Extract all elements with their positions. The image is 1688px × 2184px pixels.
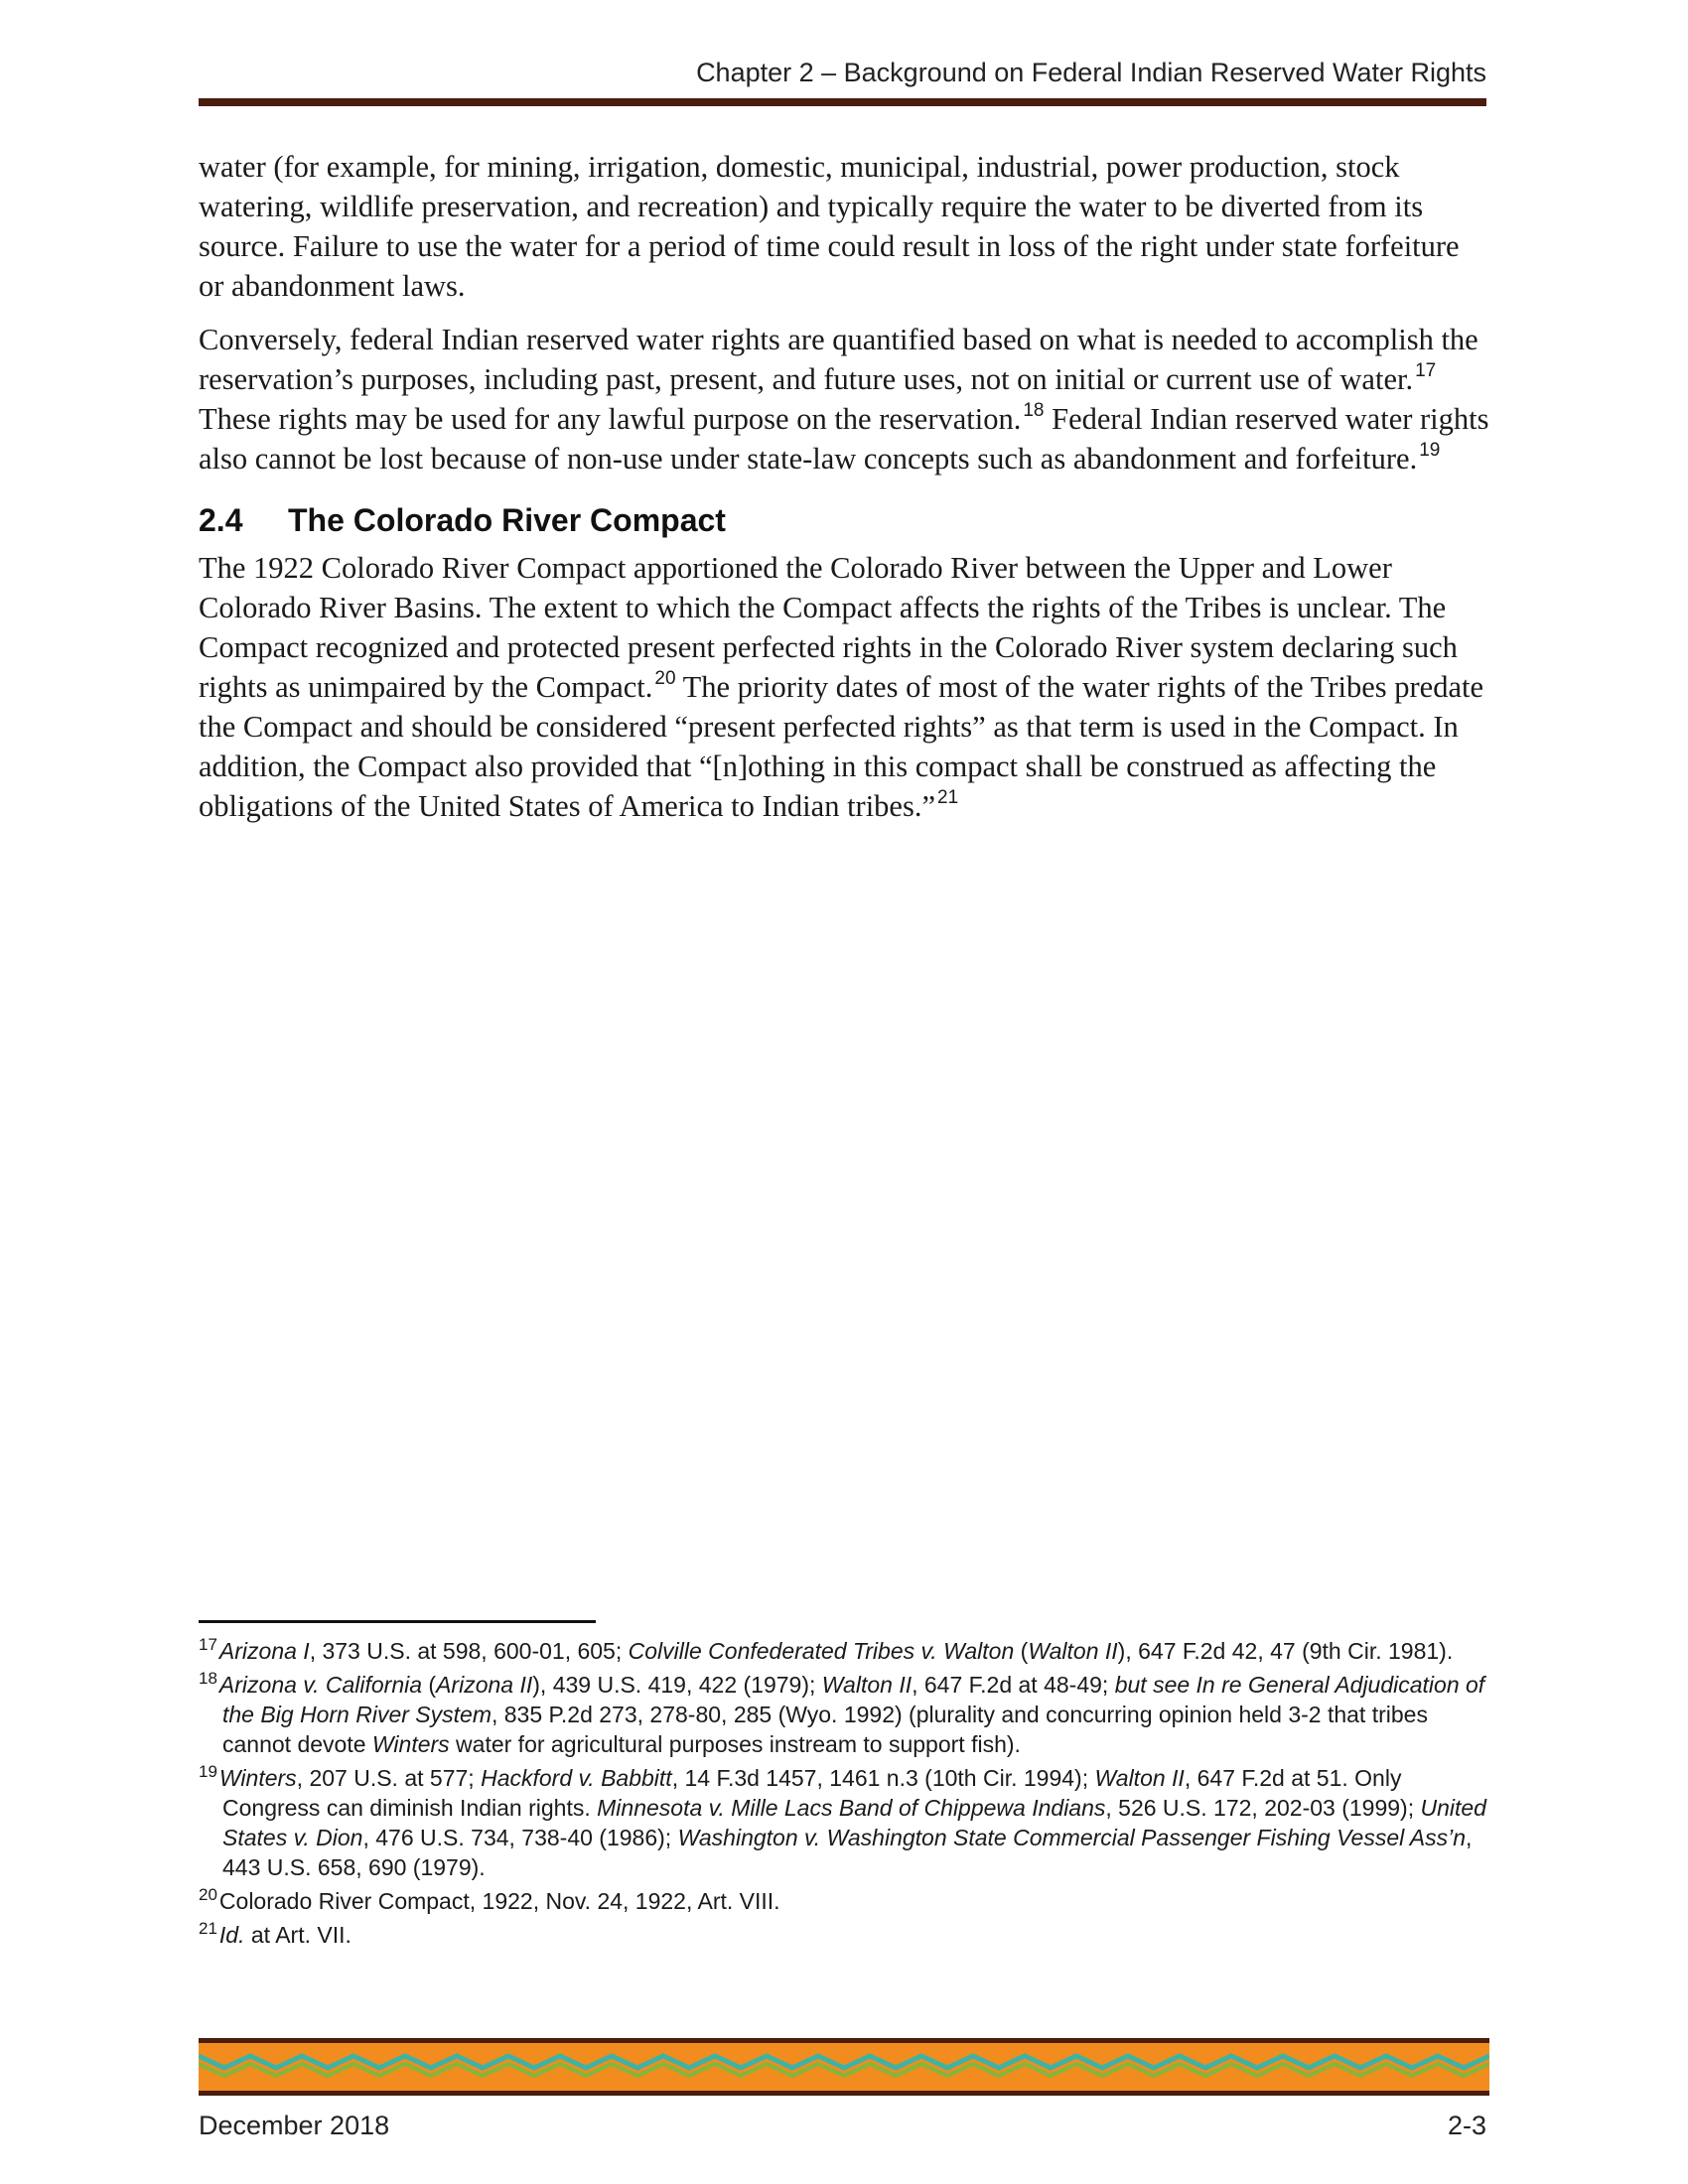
footnote-text: , 207 U.S. at 577; <box>296 1765 482 1791</box>
footnote <box>199 1636 1489 1666</box>
footnote-text: ( <box>1014 1638 1029 1664</box>
footnote-number: 20 <box>199 1885 217 1904</box>
paragraph-2 <box>199 320 1489 478</box>
footnote-citation-italic: Walton II <box>1094 1765 1185 1791</box>
footer-date: December 2018 <box>199 2111 390 2140</box>
footnote-separator <box>199 1620 596 1623</box>
footnote-text: , 373 U.S. at 598, 600-01, 605; <box>309 1638 629 1664</box>
body-text <box>199 147 1489 840</box>
footnote-text: , 443 U.S. 658, 690 (1979). <box>222 1825 1473 1880</box>
paragraph-1: water (for example, for mining, irrigation, domestic, municipal, industrial, power production, stock watering, wildlife preservation, and recreation) and typically require the water to be diverted from its source. Failure to use the water for a period of time could result in loss of the right under state forfeiture or abandonment laws. <box>199 150 1460 303</box>
footnote-ref-21[interactable]: 21 <box>937 787 959 808</box>
footnote-number: 21 <box>199 1919 217 1938</box>
footnote-text: , 526 U.S. 172, 202-03 (1999); <box>1105 1795 1421 1821</box>
footnote-ref-19[interactable]: 19 <box>1419 440 1441 461</box>
footnote-citation-italic: Minnesota v. Mille Lacs Band of Chippewa Indians <box>597 1795 1106 1821</box>
band-bottom-stripe <box>199 2091 1489 2096</box>
footnote-citation-italic: Arizona v. California <box>218 1672 423 1698</box>
footnote-citation-italic: Arizona II <box>436 1672 533 1698</box>
footnote <box>199 1886 1489 1916</box>
footnote-number: 17 <box>199 1635 217 1654</box>
paragraph-3-text-a: The 1922 Colorado River Compact apportioned the Colorado River between the Upper and Lower Colorado River Basins. The extent to which the Compact affects the rights of the Tribes is unclear. The Compact recognized and protected present perfected rights in the Colorado River system declaring such rights as unimpaired by the Compact. <box>199 551 1458 704</box>
paragraph-2-text-c: Federal Indian reserved water rights also cannot be lost because of non-use under state-law concepts such as abandonment and forfeiture. <box>199 402 1489 476</box>
footnote-text: at Art. VII. <box>244 1922 352 1948</box>
footnote-citation-italic: Colville Confederated Tribes v. Walton <box>628 1638 1015 1664</box>
footnote-text: ), 439 U.S. 419, 422 (1979); <box>532 1672 822 1698</box>
footnote-ref-20[interactable]: 20 <box>654 668 676 689</box>
paragraph-2-text-a: Conversely, federal Indian reserved water rights are quantified based on what is needed to accomplish the reservation’s purposes, including past, present, and future uses, not on initial or current use of water. <box>199 323 1478 396</box>
footnote-text: ( <box>422 1672 437 1698</box>
footnote-citation-italic: Walton II <box>1028 1638 1118 1664</box>
footnote-citation-italic: Id. <box>218 1922 245 1948</box>
footnote <box>199 1670 1489 1759</box>
footnote-citation-italic: Hackford v. Babbitt <box>481 1765 672 1791</box>
section-title: The Colorado River Compact <box>288 502 726 538</box>
footnote-citation-italic: Walton II <box>821 1672 913 1698</box>
section-number: 2.4 <box>199 502 243 538</box>
footnote-number: 18 <box>199 1669 217 1688</box>
footnote <box>199 1763 1489 1882</box>
footnote-text: , 647 F.2d at 48-49; <box>912 1672 1115 1698</box>
footnote-ref-17[interactable]: 17 <box>1415 360 1437 381</box>
footnote-text: , 647 F.2d at 51. Only Congress can diminish Indian rights. <box>222 1765 1402 1821</box>
footnote-text: water for agricultural purposes instream to support fish). <box>449 1731 1021 1757</box>
footnote-citation-italic: Winters <box>371 1731 450 1757</box>
page-number: 2-3 <box>1447 2111 1486 2140</box>
footnotes <box>199 1636 1489 1954</box>
footnote-text: ), 647 F.2d 42, 47 (9th Cir. 1981). <box>1117 1638 1454 1664</box>
footnote-citation-italic: Washington v. Washington State Commercial Passenger Fishing Vessel Ass’n <box>677 1825 1467 1850</box>
paragraph-3 <box>199 548 1489 826</box>
footnote-citation-italic: United States v. Dion <box>222 1795 1486 1850</box>
footnote-text: Colorado River Compact, 1922, Nov. 24, 1922, Art. VIII. <box>218 1888 780 1914</box>
footnote-number: 19 <box>199 1762 217 1781</box>
footnote-citation-italic: Arizona I <box>218 1638 310 1664</box>
running-header: Chapter 2 – Background on Federal Indian Reserved Water Rights <box>696 58 1486 87</box>
header-rule <box>199 98 1486 106</box>
section-heading <box>199 500 1489 540</box>
footnote-citation-italic: Winters <box>218 1765 297 1791</box>
band-top-stripe <box>199 2038 1489 2043</box>
decorative-border-band <box>199 2038 1489 2096</box>
paragraph-3-text-b: The priority dates of most of the water rights of the Tribes predate the Compact and should be considered “present perfected rights” as that term is used in the Compact. In addition, the Compact also provided that “[n]othing in this compact shall be construed as affecting the obligations of the United States of America to Indian tribes.” <box>199 670 1484 823</box>
paragraph-2-text-b: These rights may be used for any lawful purpose on the reservation. <box>199 402 1022 436</box>
footnote-ref-18[interactable]: 18 <box>1023 400 1045 421</box>
footnote-text: , 835 P.2d 273, 278-80, 285 (Wyo. 1992) (plurality and concurring opinion held 3-2 that tribes cannot devote <box>222 1702 1428 1757</box>
footnote-citation-italic: but see In re General Adjudication of the Big Horn River System <box>222 1672 1485 1727</box>
footnote-text: , 476 U.S. 734, 738-40 (1986); <box>362 1825 678 1850</box>
footnote-text: , 14 F.3d 1457, 1461 n.3 (10th Cir. 1994); <box>671 1765 1095 1791</box>
footnote <box>199 1920 1489 1950</box>
